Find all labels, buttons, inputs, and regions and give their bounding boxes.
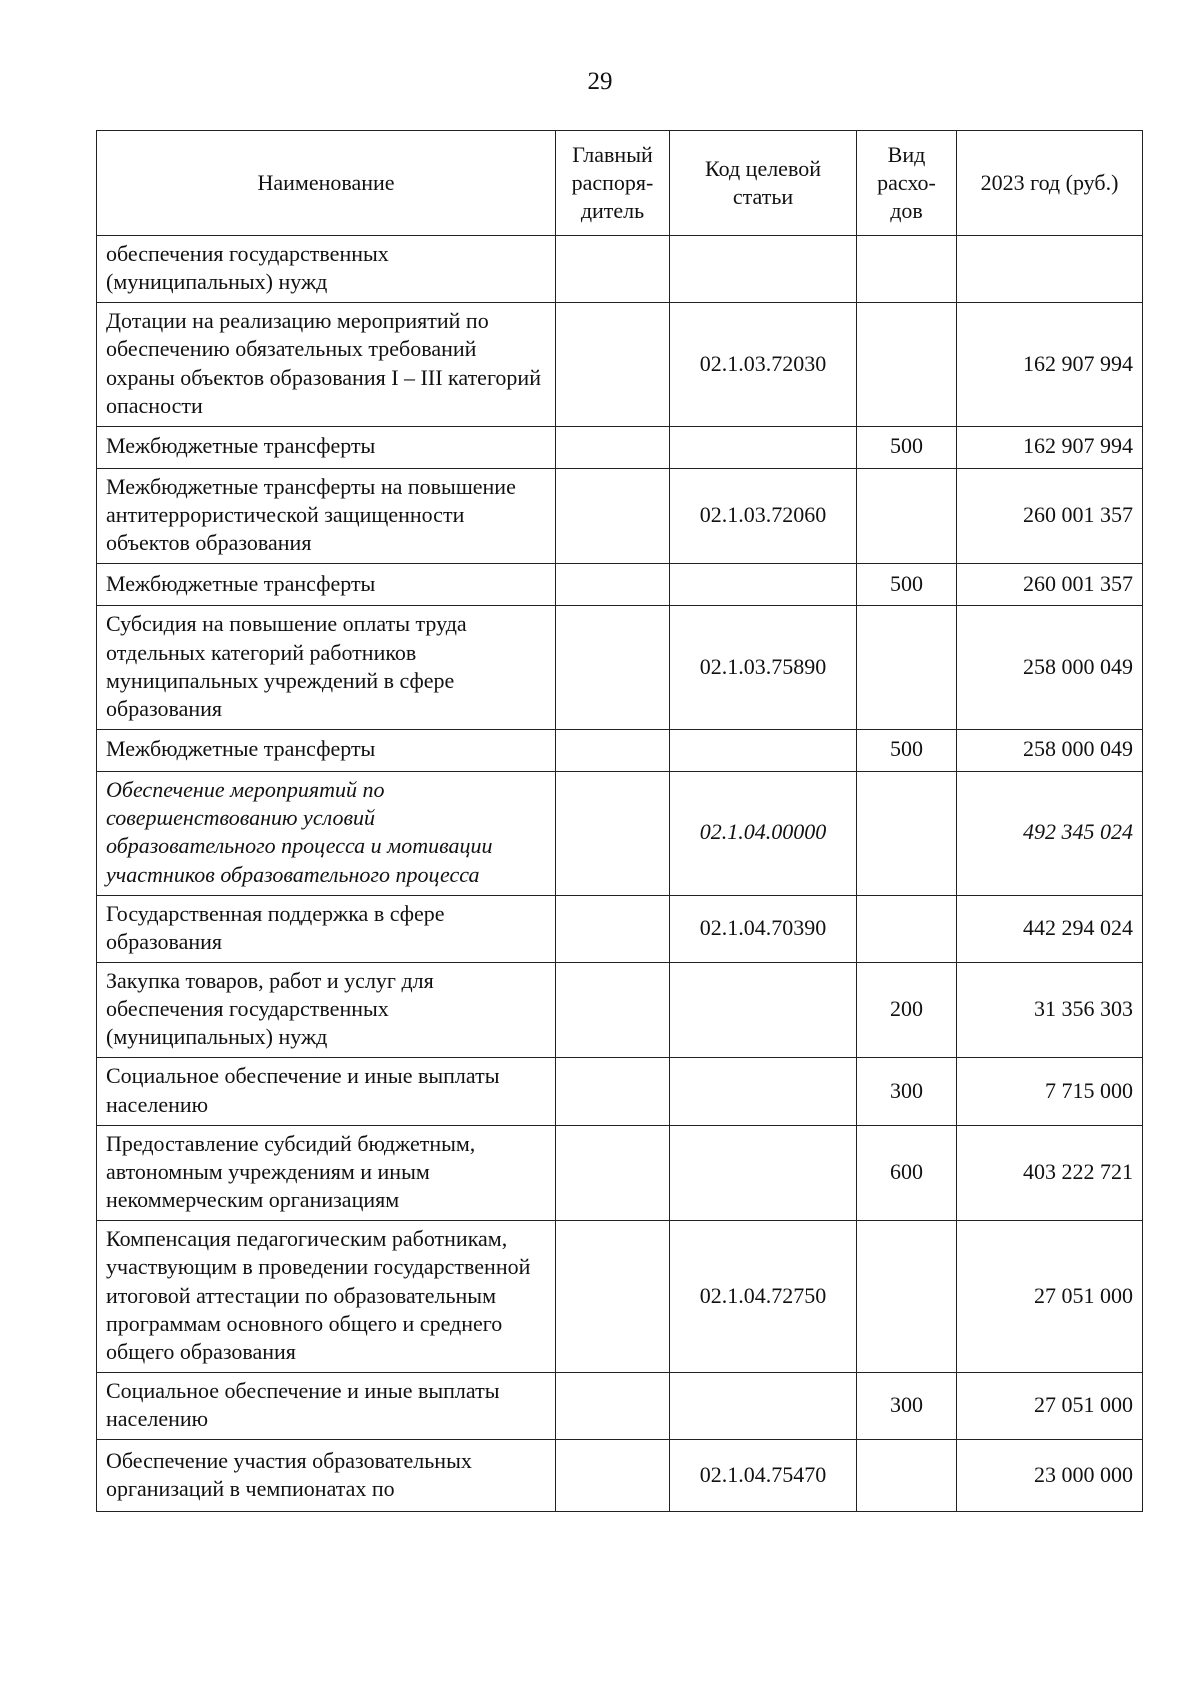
row-expense-type xyxy=(857,1440,957,1512)
row-amount: 162 907 994 xyxy=(957,426,1143,468)
row-chief-administrator xyxy=(556,730,670,772)
row-name: обеспечения государственных (муниципальных) нужд xyxy=(97,236,556,303)
row-amount: 162 907 994 xyxy=(957,303,1143,427)
row-amount: 27 051 000 xyxy=(957,1373,1143,1440)
row-chief-administrator xyxy=(556,1440,670,1512)
row-name: Закупка товаров, работ и услуг для обеспечения государственных (муниципальных) нужд xyxy=(97,962,556,1057)
row-expense-type xyxy=(857,606,957,730)
table-row xyxy=(97,730,1143,772)
row-name: Государственная поддержка в сфере образования xyxy=(97,895,556,962)
row-expense-type: 300 xyxy=(857,1058,957,1125)
row-amount: 23 000 000 xyxy=(957,1440,1143,1512)
row-target-item-code xyxy=(670,730,857,772)
row-amount: 7 715 000 xyxy=(957,1058,1143,1125)
table-header xyxy=(97,131,1143,236)
table-row xyxy=(97,962,1143,1057)
row-chief-administrator xyxy=(556,426,670,468)
row-target-item-code xyxy=(670,962,857,1057)
table-row xyxy=(97,606,1143,730)
row-chief-administrator xyxy=(556,772,670,896)
row-expense-type xyxy=(857,895,957,962)
row-name: Социальное обеспечение и иные выплаты населению xyxy=(97,1373,556,1440)
header-chief-administrator: Главный распоря-дитель xyxy=(556,131,670,236)
row-name: Компенсация педагогическим работникам, участвующим в проведении государственной итоговой аттестации по образовательным программам основного общего и среднего общего образования xyxy=(97,1221,556,1373)
row-target-item-code: 02.1.04.00000 xyxy=(670,772,857,896)
header-target-item-code: Код целевой статьи xyxy=(670,131,857,236)
row-expense-type xyxy=(857,772,957,896)
row-name: Социальное обеспечение и иные выплаты населению xyxy=(97,1058,556,1125)
row-expense-type: 600 xyxy=(857,1125,957,1220)
header-name: Наименование xyxy=(97,131,556,236)
row-name: Межбюджетные трансферты xyxy=(97,426,556,468)
row-expense-type: 500 xyxy=(857,564,957,606)
row-chief-administrator xyxy=(556,606,670,730)
row-target-item-code: 02.1.04.72750 xyxy=(670,1221,857,1373)
budget-table xyxy=(96,130,1143,1512)
row-amount: 403 222 721 xyxy=(957,1125,1143,1220)
row-expense-type: 200 xyxy=(857,962,957,1057)
row-chief-administrator xyxy=(556,1373,670,1440)
row-amount: 27 051 000 xyxy=(957,1221,1143,1373)
row-chief-administrator xyxy=(556,1221,670,1373)
row-target-item-code xyxy=(670,564,857,606)
row-target-item-code: 02.1.03.72030 xyxy=(670,303,857,427)
row-name: Обеспечение участия образовательных организаций в чемпионатах по xyxy=(97,1440,556,1512)
row-amount: 258 000 049 xyxy=(957,730,1143,772)
row-amount xyxy=(957,236,1143,303)
table-row xyxy=(97,1221,1143,1373)
row-target-item-code xyxy=(670,236,857,303)
row-chief-administrator xyxy=(556,1058,670,1125)
table-row xyxy=(97,236,1143,303)
table-row xyxy=(97,564,1143,606)
row-amount: 258 000 049 xyxy=(957,606,1143,730)
row-chief-administrator xyxy=(556,468,670,563)
row-expense-type xyxy=(857,236,957,303)
table-row xyxy=(97,303,1143,427)
row-chief-administrator xyxy=(556,1125,670,1220)
row-name: Обеспечение мероприятий по совершенствованию условий образовательного процесса и мотивации участников образовательного процесса xyxy=(97,772,556,896)
row-expense-type xyxy=(857,1221,957,1373)
table-row xyxy=(97,895,1143,962)
row-expense-type xyxy=(857,303,957,427)
row-amount: 31 356 303 xyxy=(957,962,1143,1057)
row-expense-type xyxy=(857,468,957,563)
table-row xyxy=(97,1058,1143,1125)
table-row xyxy=(97,1125,1143,1220)
row-chief-administrator xyxy=(556,303,670,427)
row-chief-administrator xyxy=(556,895,670,962)
row-target-item-code: 02.1.04.75470 xyxy=(670,1440,857,1512)
row-amount: 260 001 357 xyxy=(957,564,1143,606)
row-target-item-code: 02.1.03.72060 xyxy=(670,468,857,563)
row-target-item-code xyxy=(670,1373,857,1440)
row-name: Межбюджетные трансферты на повышение антитеррористической защищенности объектов образования xyxy=(97,468,556,563)
row-expense-type: 500 xyxy=(857,730,957,772)
row-name: Дотации на реализацию мероприятий по обеспечению обязательных требований охраны объектов образования I – III категорий опасности xyxy=(97,303,556,427)
table-row xyxy=(97,468,1143,563)
row-chief-administrator xyxy=(556,962,670,1057)
row-amount: 442 294 024 xyxy=(957,895,1143,962)
header-amount-2023: 2023 год (руб.) xyxy=(957,131,1143,236)
table-row xyxy=(97,426,1143,468)
row-name: Субсидия на повышение оплаты труда отдельных категорий работников муниципальных учреждений в сфере образования xyxy=(97,606,556,730)
row-target-item-code xyxy=(670,1125,857,1220)
row-target-item-code xyxy=(670,1058,857,1125)
table-row xyxy=(97,1440,1143,1512)
page-number: 29 xyxy=(587,68,613,95)
row-name: Межбюджетные трансферты xyxy=(97,730,556,772)
row-name: Межбюджетные трансферты xyxy=(97,564,556,606)
table-row xyxy=(97,1373,1143,1440)
row-amount: 260 001 357 xyxy=(957,468,1143,563)
row-chief-administrator xyxy=(556,236,670,303)
row-chief-administrator xyxy=(556,564,670,606)
row-name: Предоставление субсидий бюджетным, автономным учреждениям и иным некоммерческим организациям xyxy=(97,1125,556,1220)
table-row xyxy=(97,772,1143,896)
row-expense-type: 500 xyxy=(857,426,957,468)
row-target-item-code xyxy=(670,426,857,468)
row-expense-type: 300 xyxy=(857,1373,957,1440)
row-amount: 492 345 024 xyxy=(957,772,1143,896)
table-body xyxy=(97,236,1143,1512)
row-target-item-code: 02.1.04.70390 xyxy=(670,895,857,962)
row-target-item-code: 02.1.03.75890 xyxy=(670,606,857,730)
header-expense-type: Вид расхо-дов xyxy=(857,131,957,236)
